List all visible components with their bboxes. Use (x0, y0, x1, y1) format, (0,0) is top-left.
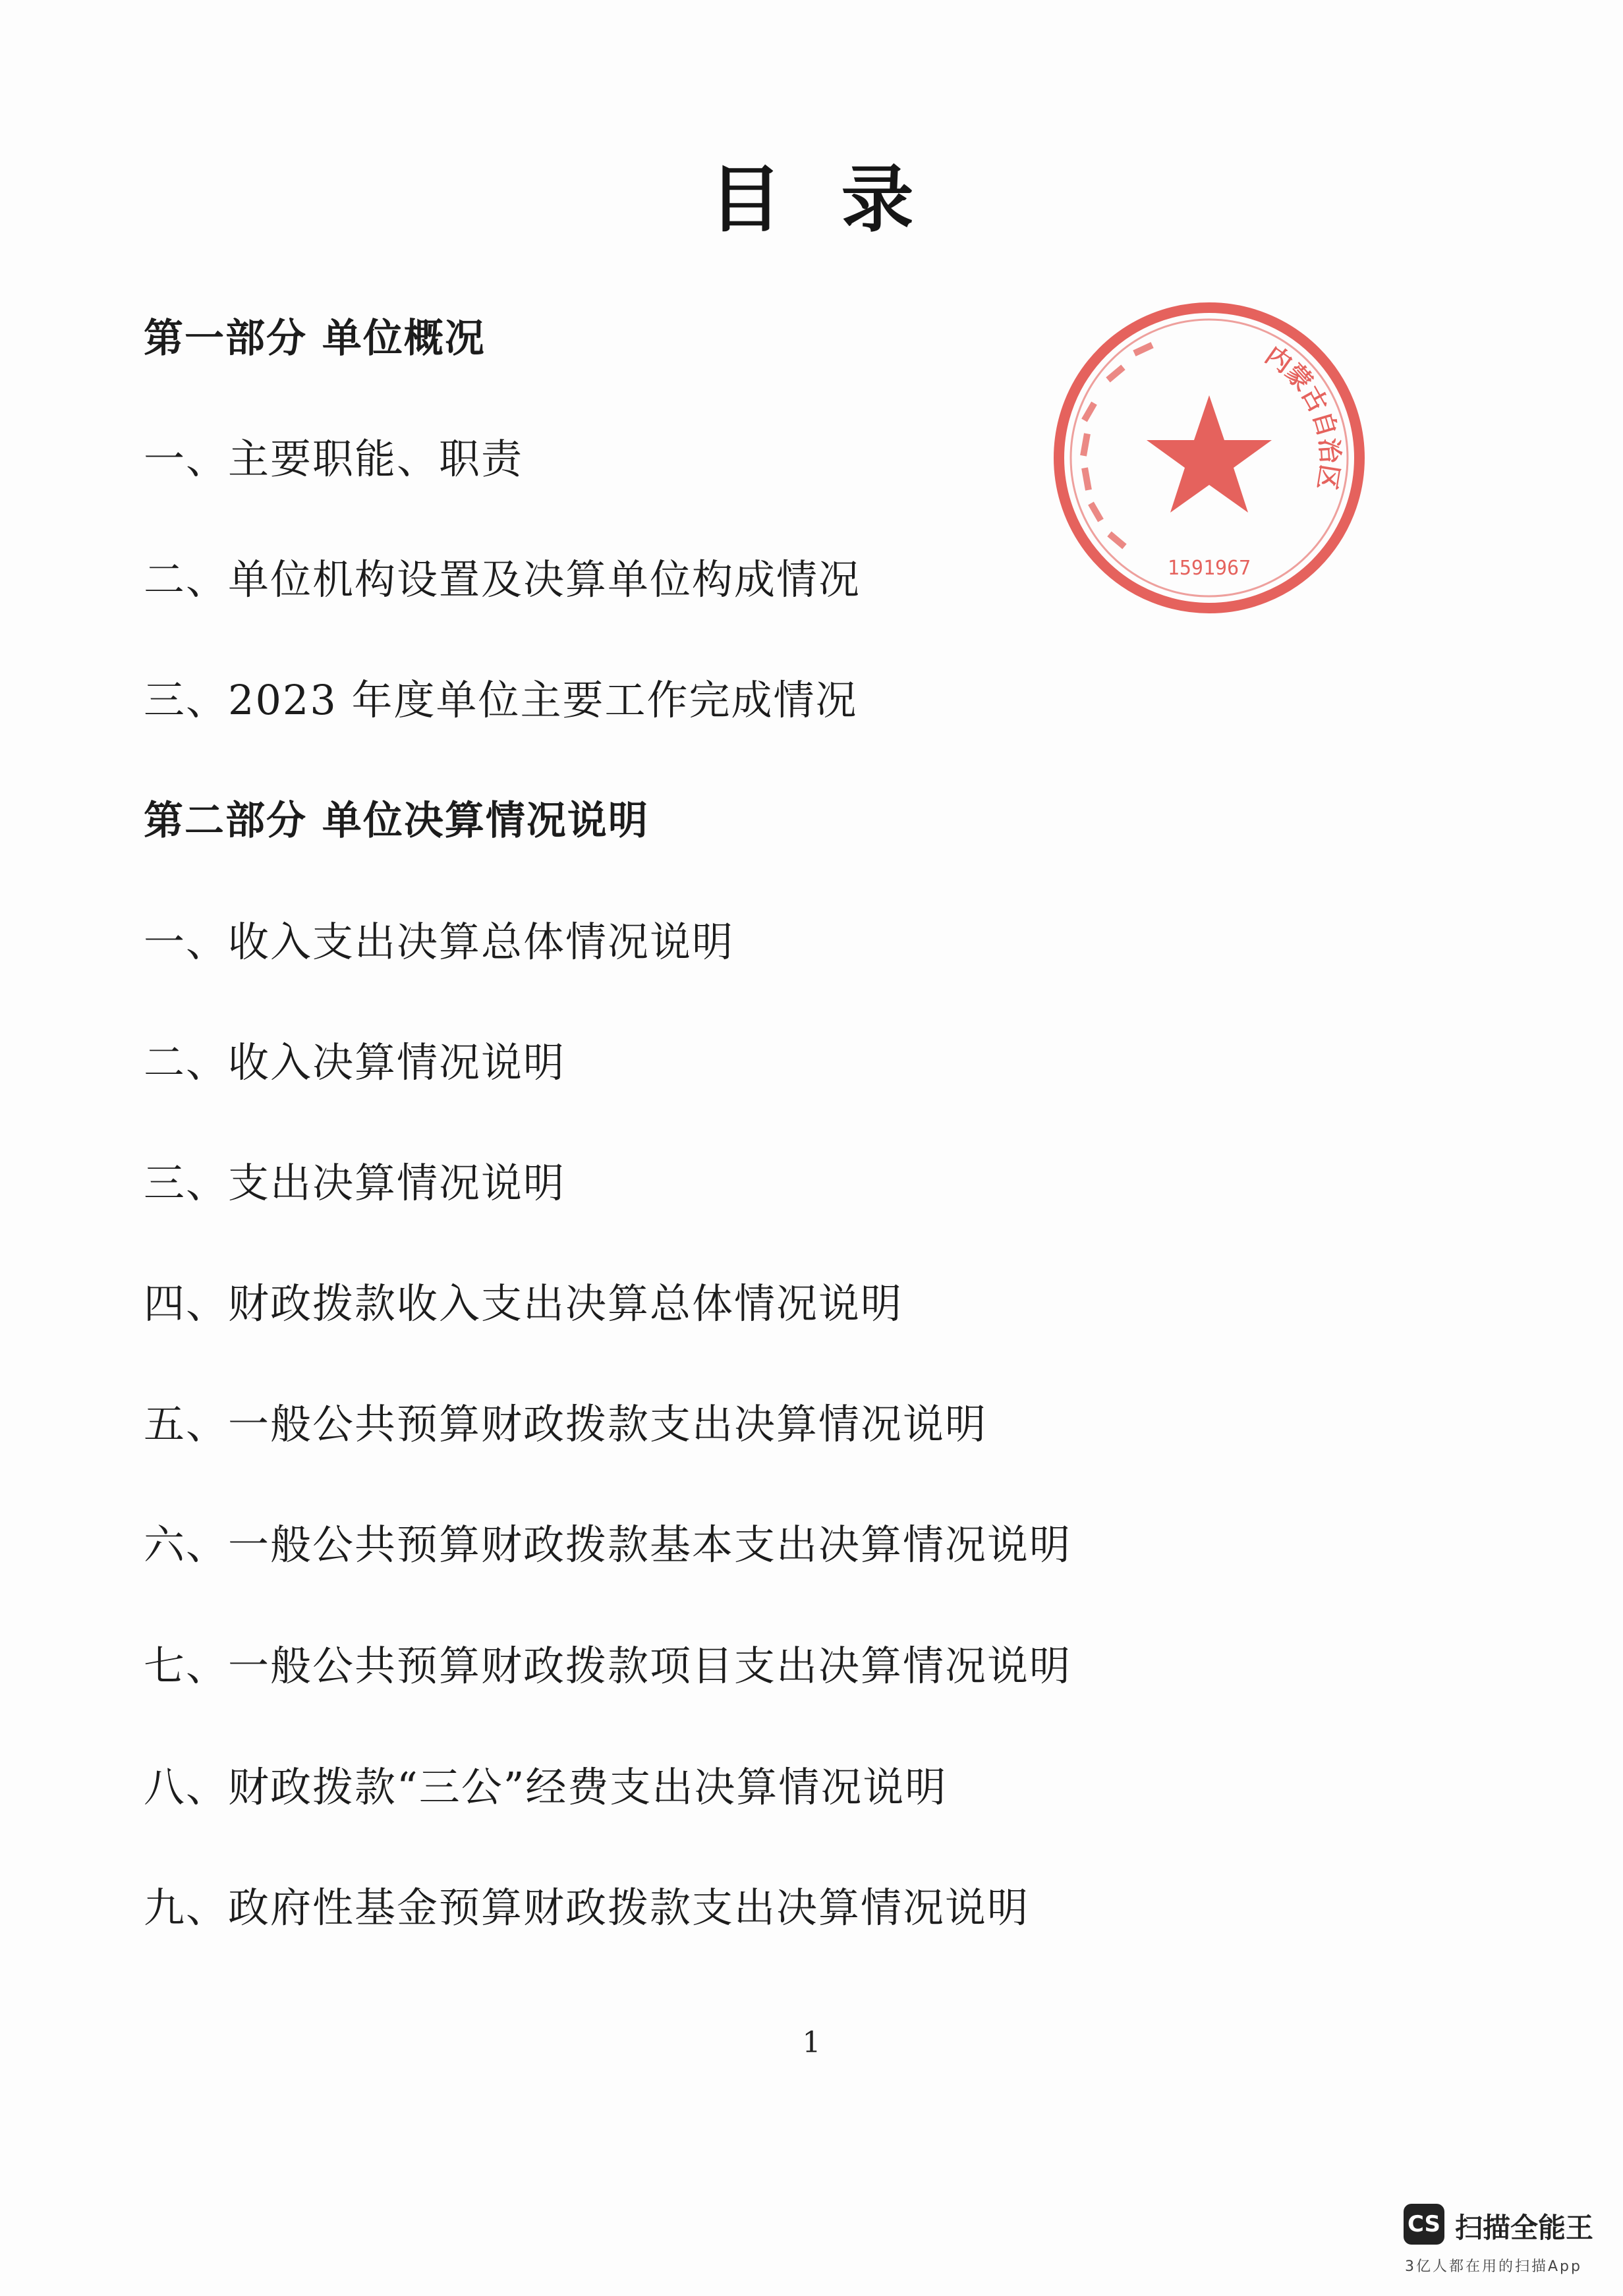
toc-item: 八、财政拨款“三公”经费支出决算情况说明 (144, 1763, 948, 1811)
toc-item: 九、政府性基金预算财政拨款支出决算情况说明 (144, 1884, 1030, 1932)
toc-item: 二、收入决算情况说明 (144, 1038, 566, 1086)
seal-code: 1591967 (1167, 557, 1251, 580)
toc-item: 一、收入支出决算总体情况说明 (144, 918, 735, 966)
scanner-watermark (1404, 2204, 1614, 2283)
watermark-slogan: 3亿人都在用的扫描App (1405, 2258, 1582, 2275)
toc-item: 三、支出决算情况说明 (144, 1159, 566, 1207)
page-title: 目录 (709, 157, 973, 242)
official-seal (1048, 296, 1371, 619)
toc-item: 四、财政拨款收入支出决算总体情况说明 (144, 1279, 903, 1328)
seal-star-icon (1147, 395, 1272, 513)
seal-text: 内蒙古自治区 (1260, 340, 1345, 492)
toc-part-1: 第一部分 单位概况 (144, 316, 486, 362)
toc-item: 三、2023 年度单位主要工作完成情况 (144, 676, 858, 724)
toc-item: 一、主要职能、职责 (144, 435, 524, 483)
page-number: 1 (802, 2026, 821, 2059)
watermark-app-name: 扫描全能王 (1455, 2212, 1594, 2244)
toc-item: 五、一般公共预算财政拨款支出决算情况说明 (144, 1400, 988, 1448)
toc-item: 六、一般公共预算财政拨款基本支出决算情况说明 (144, 1521, 1072, 1569)
camscanner-logo-icon: CS (1404, 2204, 1444, 2245)
toc-item: 二、单位机构设置及决算单位构成情况 (144, 555, 861, 603)
toc-item: 七、一般公共预算财政拨款项目支出决算情况说明 (144, 1642, 1072, 1690)
toc-part-2: 第二部分 单位决算情况说明 (144, 798, 649, 844)
